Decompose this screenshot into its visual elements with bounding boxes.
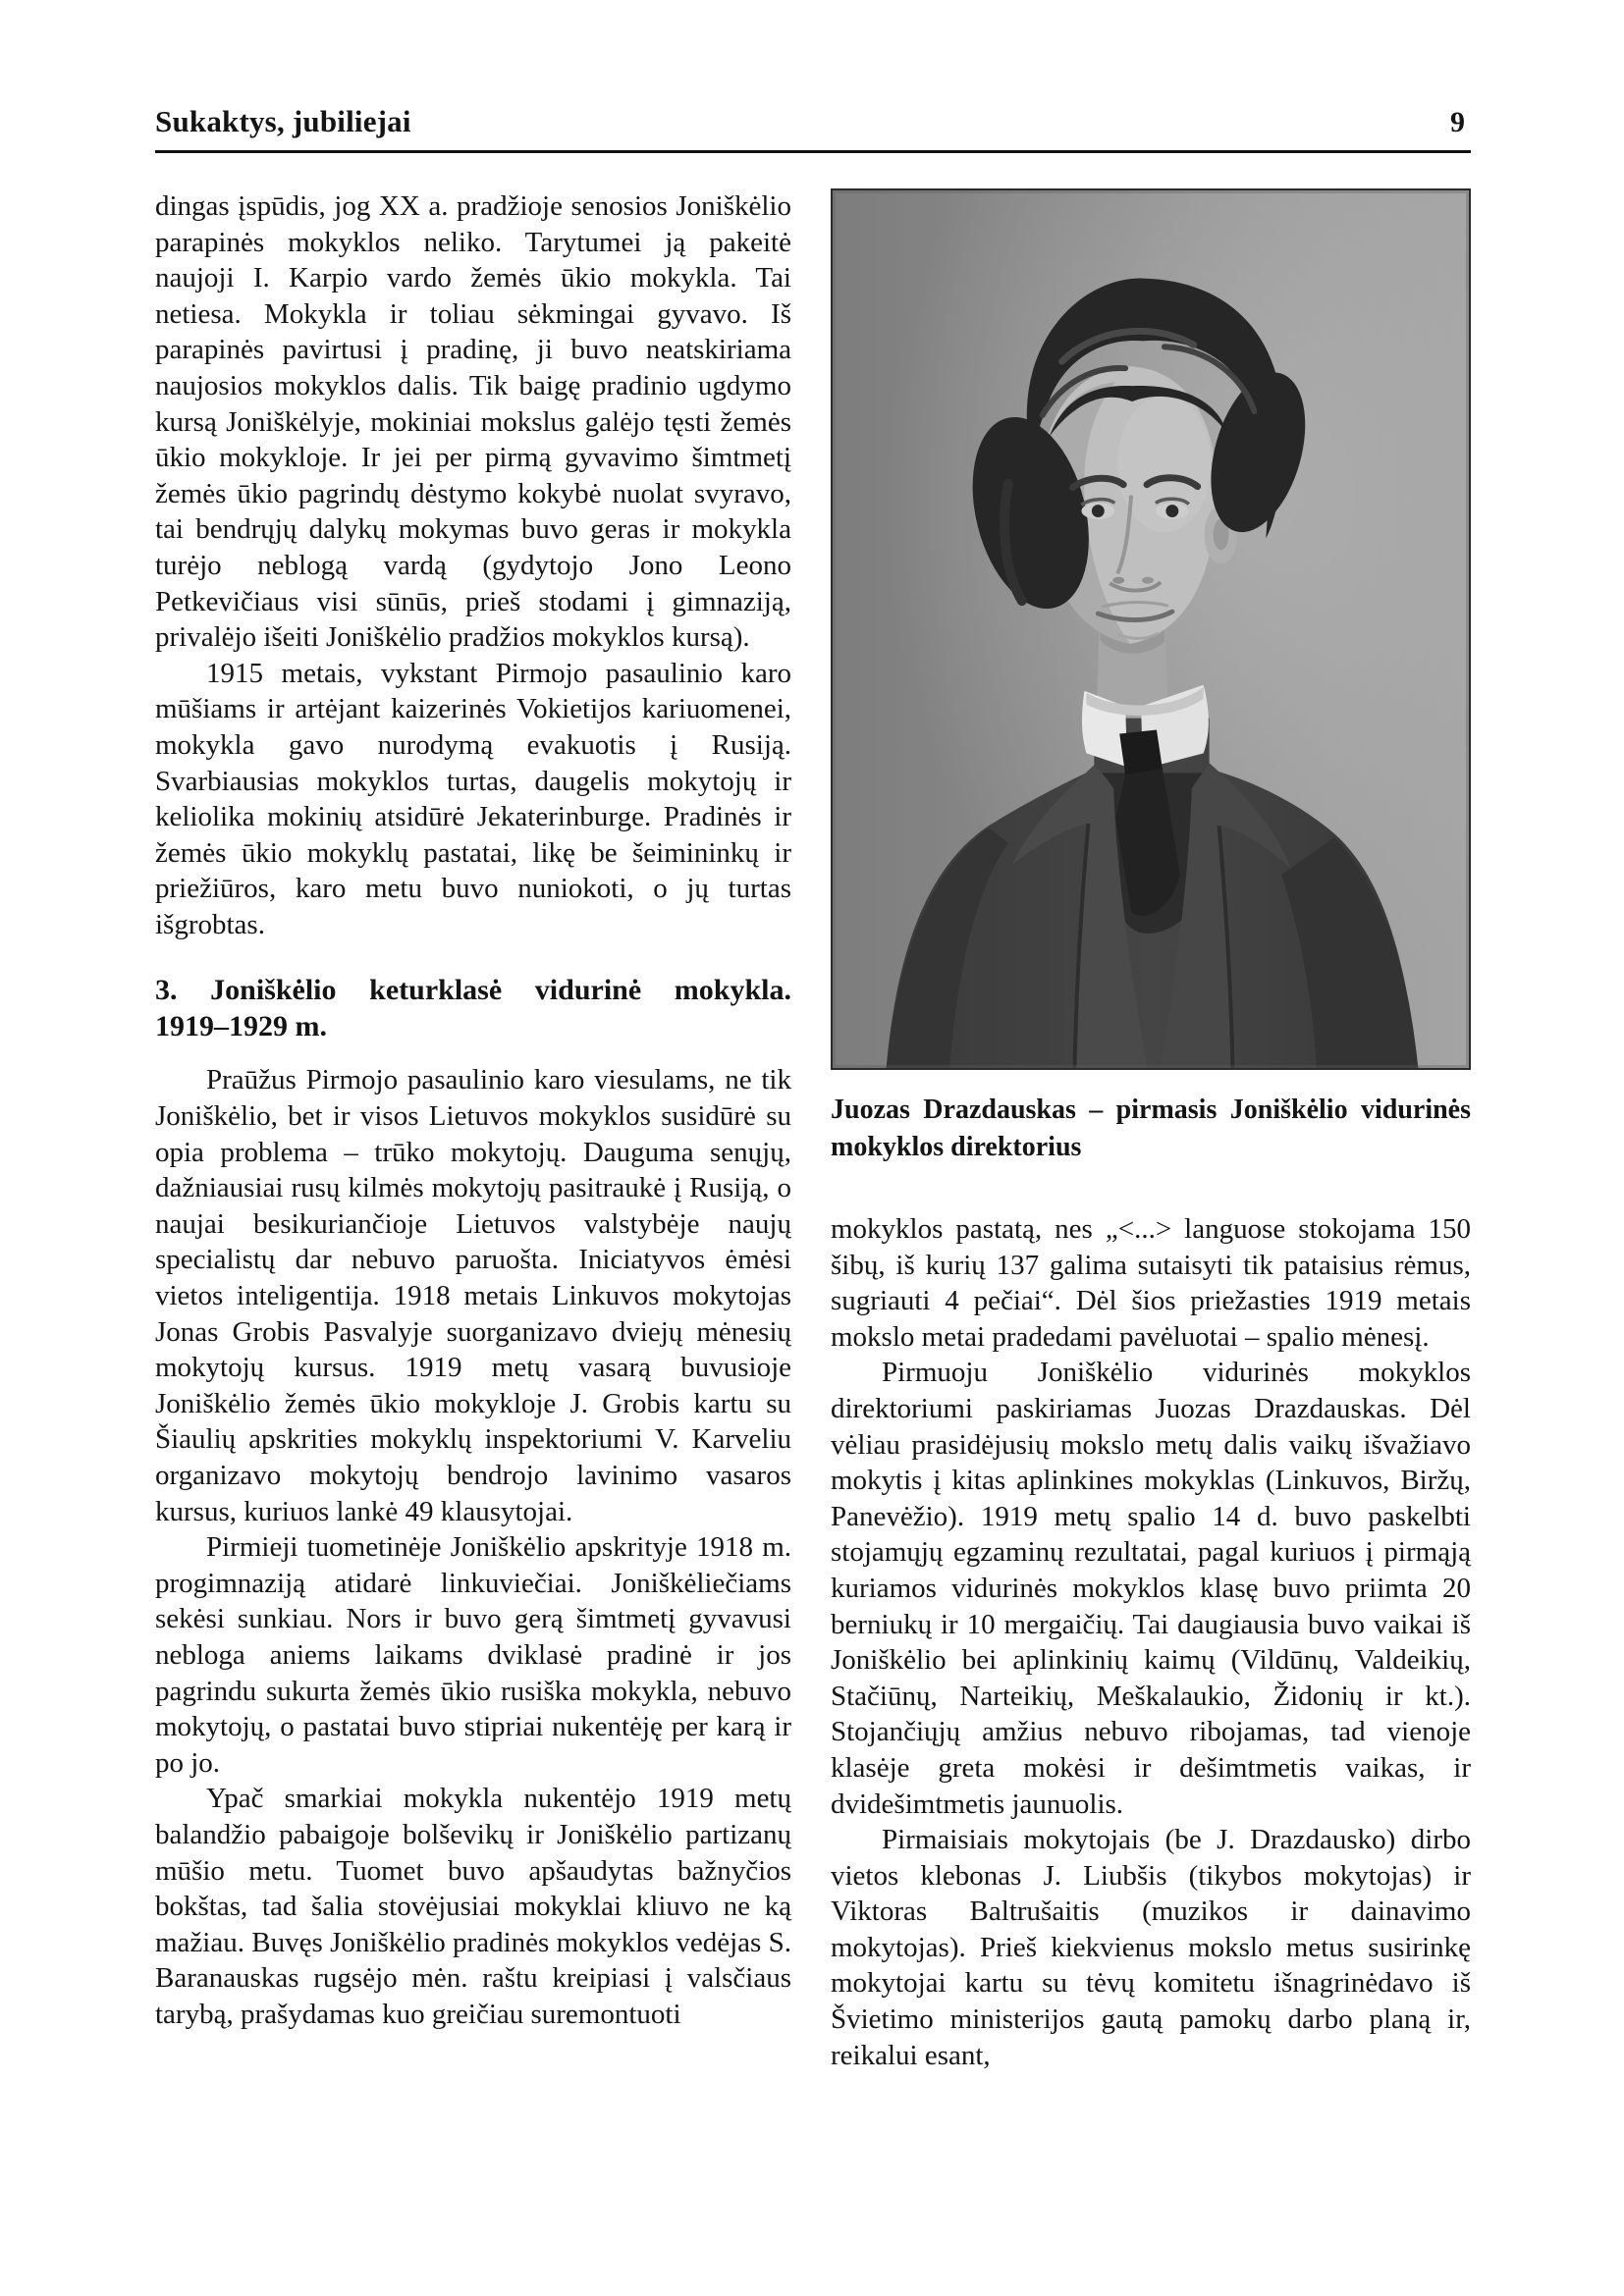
- tie: [1119, 730, 1163, 775]
- page-header: [155, 104, 1471, 139]
- section-heading: [155, 972, 791, 1044]
- paragraph: Pirmieji tuometinėje Joniškėlio apskrityje 1918 m. progimnaziją atidarė linkuviečiai. Joniškėliečiams sekėsi sunkiau. Nors ir buvo gerą šimtmetį gyvavusi nebloga aniems laikams dviklasė pradinė ir jos pagrindu sukurta žemės ūkio rusiška mokykla, nebuvo mokytojų, o pastatai buvo stipriai nukentėję per karą ir po jo.: [155, 1531, 791, 1779]
- left-column: [155, 188, 791, 2073]
- paragraph: Pirmaisiais mokytojais (be J. Drazdausko) dirbo vietos klebonas J. Liubšis (tikybos mokytojas) ir Viktoras Baltrušaitis (muzikos ir dainavimo mokytojas). Prieš kiekvienus mokslo metus susirinkę mokytojai kartu su tėvų komitetu išnagrinėdavo iš Švietimo ministerijos gautą pamokų darbo planą ir, reikalui esant,: [831, 1824, 1471, 2071]
- section-heading-line2: 1919–1929 m.: [155, 1010, 327, 1043]
- page-content: [155, 104, 1471, 2073]
- portrait-photo: [831, 188, 1471, 1070]
- paragraph: Pirmuoju Joniškėlio vidurinės mokyklos direktoriumi paskiriamas Juozas Drazdauskas. Dėl vėliau prasidėjusių mokslo metų dalis vaikų išvažiavo mokytis į kitas aplinkines mokyklas (Linkuvos, Biržų, Panevėžio). 1919 metų spalio 14 d. buvo paskelbti stojamųjų egzaminų rezultatai, pagal kuriuos į pirmąją kuriamos vidurinės mokyklos klasę buvo priimta 20 berniukų ir 10 mergaičių. Tai daugiausia buvo vaikai iš Joniškėlio bei aplinkinių kaimų (Vildūnų, Valdeikių, Stačiūnų, Narteikių, Meškalaukio, Židonių ir kt.). Stojančiųjų amžius nebuvo ribojamas, tad vienoje klasėje greta mokėsi ir dešimtmetis vaikas, ir dvidešimtmetis jaunuolis.: [831, 1357, 1471, 1820]
- running-header-title: Sukaktys, jubiliejai: [155, 104, 411, 138]
- photo-caption: Juozas Drazdauskas – pirmasis Joniškėlio vidurinės mokyklos direktorius: [831, 1095, 1471, 1162]
- portrait-illustration: [833, 190, 1469, 1068]
- section-heading-line1: 3. Joniškėlio keturklasė vidurinė mokykla.: [155, 974, 791, 1007]
- paragraph: Ypač smarkiai mokykla nukentėjo 1919 metų balandžio pabaigoje bolševikų ir Joniškėlio partizanų mūšio metu. Tuomet buvo apšaudytas bažnyčios bokštas, tad šalia stovėjusiai mokyklai kliuvo ne ką mažiau. Buvęs Joniškėlio pradinės mokyklos vedėjas S. Baranauskas rugsėjo mėn. raštu kreipiasi į valsčiaus tarybą, prašydamas kuo greičiau suremontuoti: [155, 1783, 791, 2030]
- portrait-figure: [831, 188, 1471, 1166]
- paragraph: dingas įspūdis, jog XX a. pradžioje senosios Joniškėlio parapinės mokyklos neliko. Tarytumei ją pakeitė naujoji I. Karpio vardo žemės ūkio mokykla. Tai netiesa. Mokykla ir toliau sėkmingai gyvavo. Iš parapinės pavirtusi į pradinę, ji buvo neatskiriama naujosios mokyklos dalis. Tik baigę pradinio ugdymo kursą Joniškėlyje, mokiniai mokslus galėjo tęsti žemės ūkio mokykloje. Ir jei per pirmą gyvavimo šimtmetį žemės ūkio pagrindų dėstymo kokybė nuolat svyravo, tai bendrųjų dalykų mokymas buvo geras ir mokykla turėjo neblogą vardą (gydytojo Jono Leono Petkevičiaus visi sūnūs, prieš stodami į gimnaziją, privalėjo išeiti Joniškėlio pradžios mokyklos kursą).: [155, 190, 791, 654]
- right-column: [831, 188, 1471, 2073]
- page-number: 9: [1450, 106, 1465, 138]
- paragraph: Praūžus Pirmojo pasaulinio karo viesulams, ne tik Joniškėlio, bet ir visos Lietuvos mokyklos susidūrė su opia problema – trūko mokytojų. Dauguma senųjų, dažniausiai rusų kilmės mokytojų pasitraukė į Rusiją, o naujai besikuriančioje Lietuvos valstybėje naujų specialistų dar nebuvo paruošta. Iniciatyvos ėmėsi vietos inteligentija. 1918 metais Linkuvos mokytojas Jonas Grobis Pasvalyje suorganizavo dviejų mėnesių mokytojų kursus. 1919 metų vasarą buvusioje Joniškėlio žemės ūkio mokykloje J. Grobis kartu su Šiaulių apskrities mokyklų inspektoriumi V. Karveliu organizavo mokytojų bendrojo lavinimo vasaros kursus, kuriuos lankė 49 klausytojai.: [155, 1064, 791, 1527]
- paragraph: 1915 metais, vykstant Pirmojo pasaulinio karo mūšiams ir artėjant kaizerinės Vokietijos kariuomenei, mokykla gavo nurodymą evakuotis į Rusiją. Svarbiausias mokyklos turtas, daugelis mokytojų ir keliolika mokinių atsidūrė Jekaterinburge. Pradinės ir žemės ūkio mokyklų pastatai, likę be šeimininkų ir priežiūros, karo metu buvo nuniokoti, o jų turtas išgrobtas.: [155, 657, 791, 940]
- two-column-layout: [155, 188, 1471, 2073]
- header-rule: [155, 150, 1471, 153]
- paragraph: mokyklos pastatą, nes „<...> languose stokojama 150 šibų, iš kurių 137 galima sutaisyti tik pataisius rėmus, sugriauti 4 pečiai“. Dėl šios priežasties 1919 metais mokslo metai pradedami pavėluotai – spalio mėnesį.: [831, 1213, 1471, 1353]
